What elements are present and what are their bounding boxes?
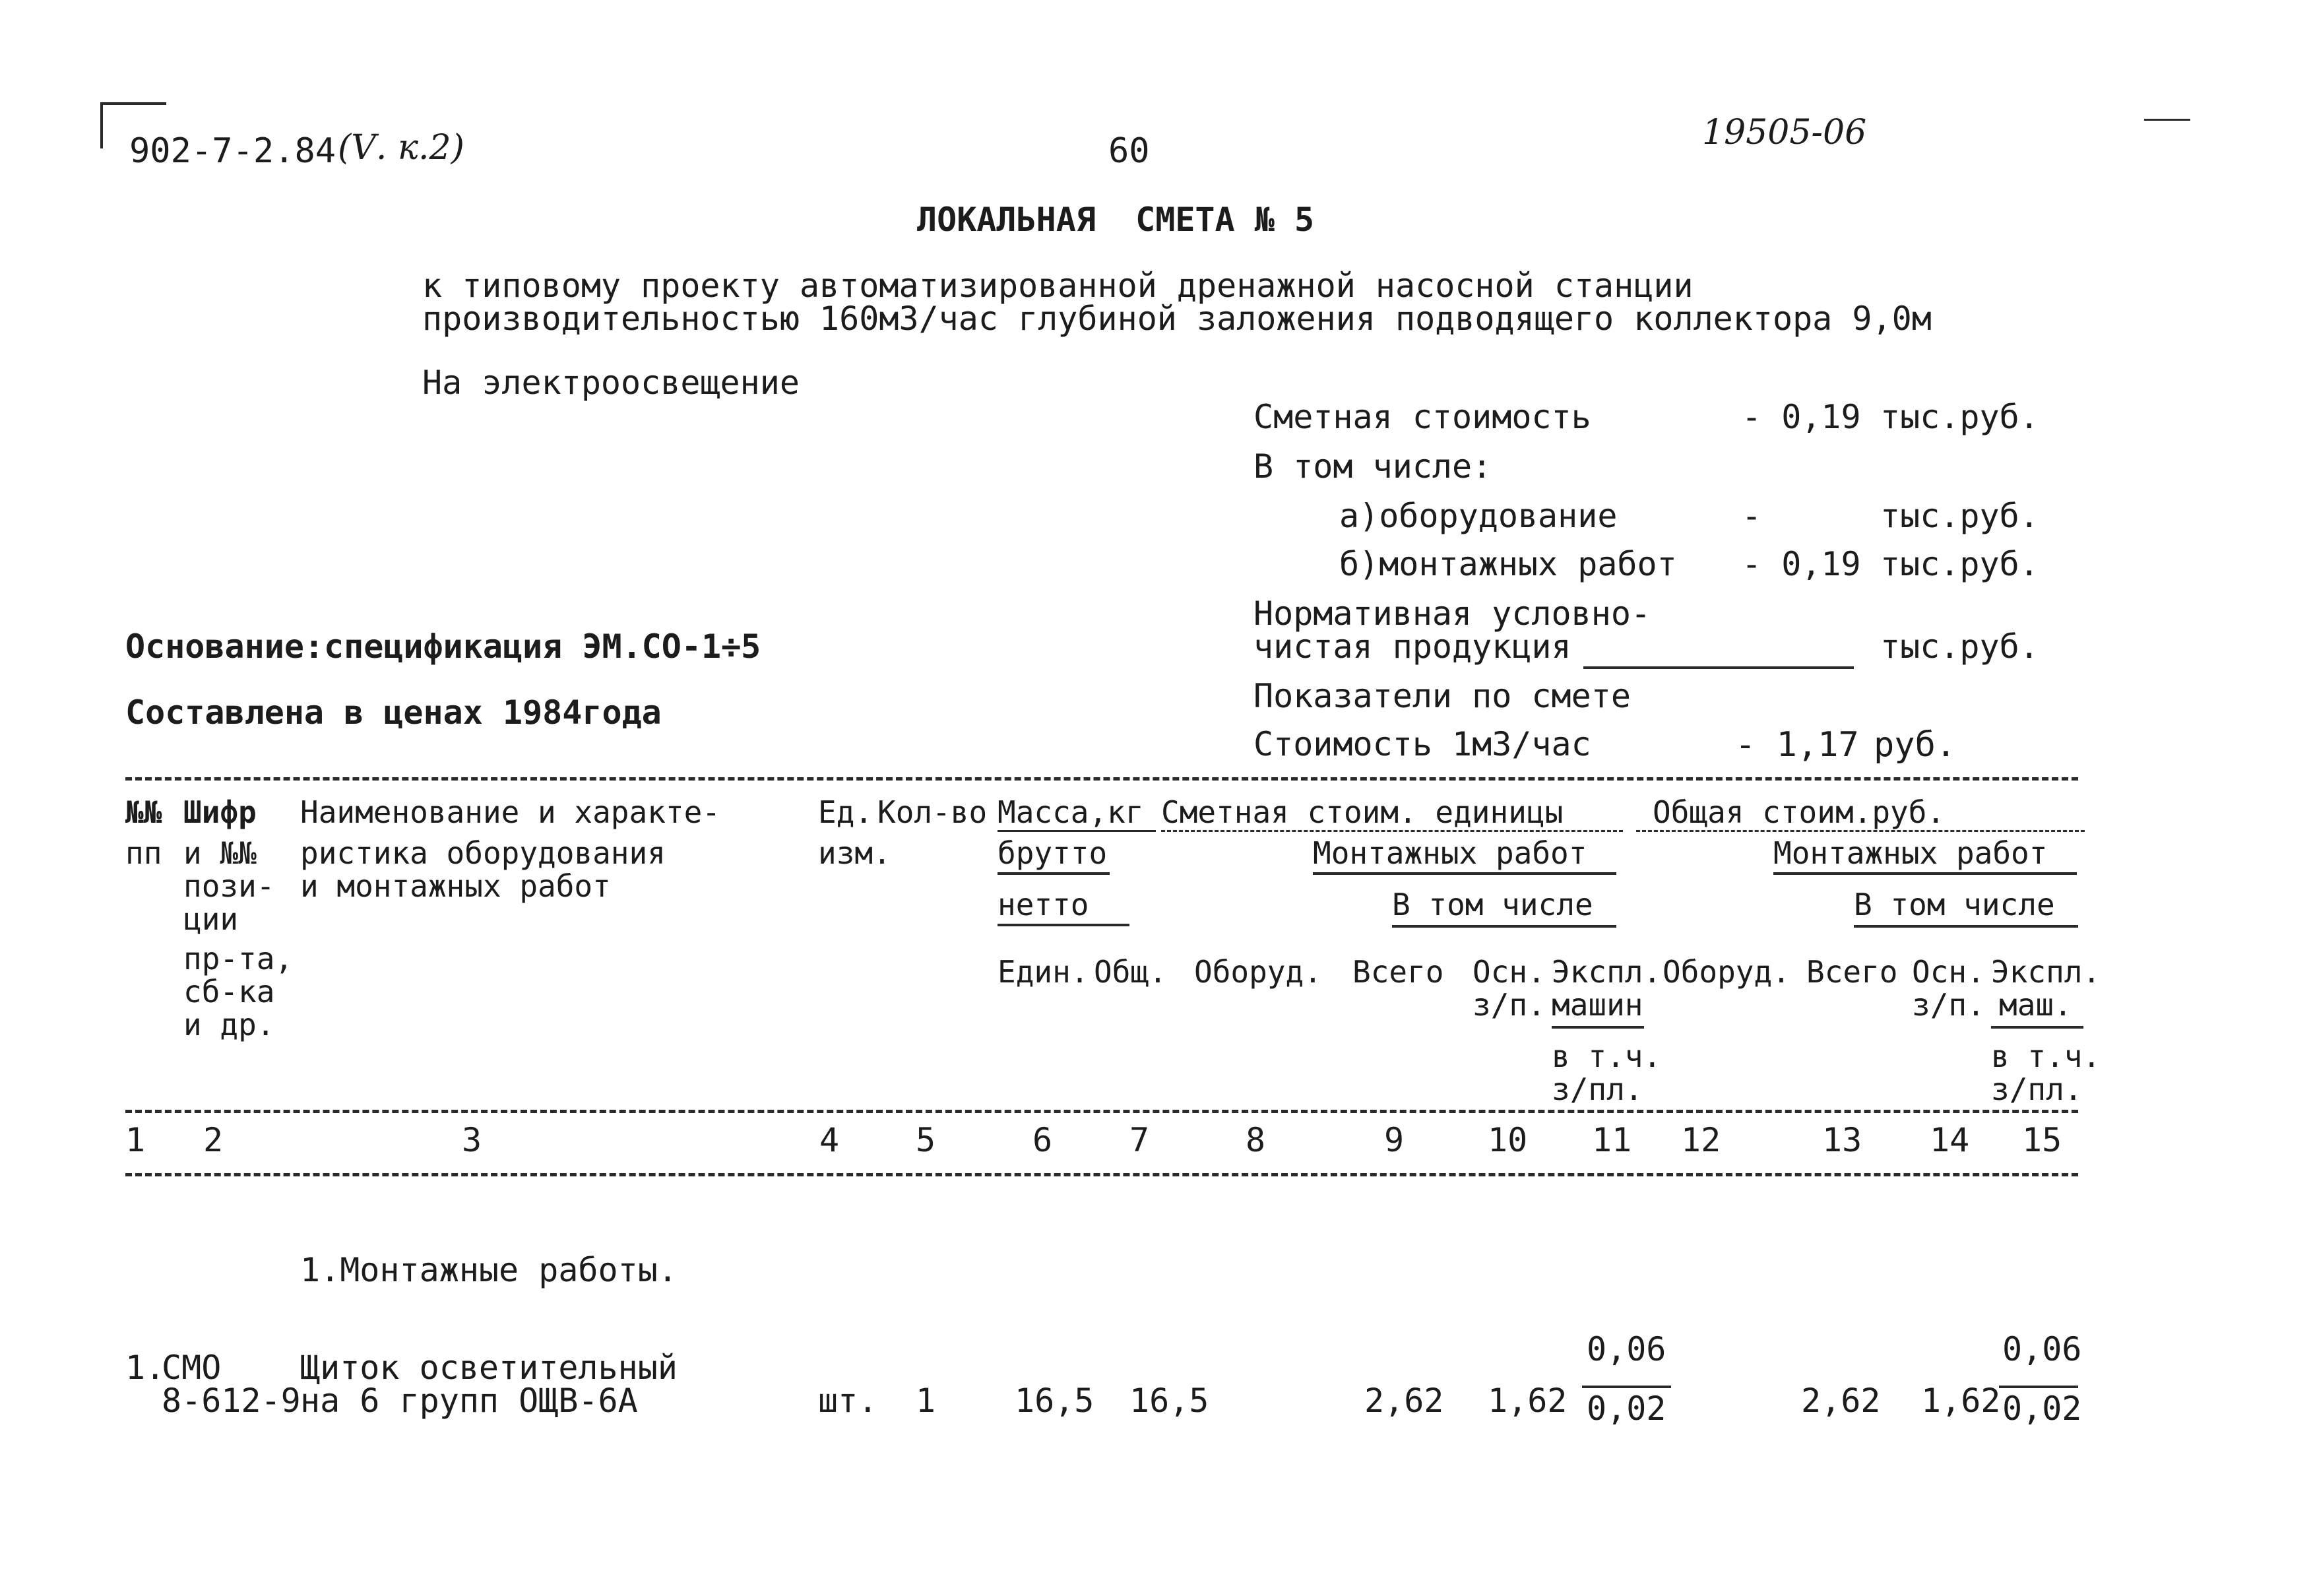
row-unit-machine-fraction-bar xyxy=(1582,1386,1671,1388)
equipment-value: - xyxy=(1742,497,1762,535)
estimated-cost-label: Сметная стоимость xyxy=(1253,398,1591,436)
row-sum-machine-wages: 0,02 xyxy=(2002,1389,2082,1428)
row-name-2: на 6 групп ОЩВ-6А xyxy=(300,1382,638,1420)
row-unit-machine: 0,06 xyxy=(1587,1330,1666,1368)
normative-unit: тыс.руб. xyxy=(1880,627,2039,666)
row-unit-total: 2,62 xyxy=(1364,1382,1444,1420)
row-unit-machine-wages: 0,02 xyxy=(1587,1389,1666,1428)
cost-per-unit-label: Стоимость 1м3/час xyxy=(1253,725,1591,763)
document-title: ЛОКАЛЬНАЯ СМЕТА № 5 xyxy=(917,201,1315,239)
row-code-1: СМО xyxy=(162,1349,222,1387)
row-number: 1. xyxy=(125,1349,166,1387)
row-qty: 1 xyxy=(916,1382,936,1420)
cost-per-unit-value: - 1,17 xyxy=(1735,725,1859,765)
normative-label-1: Нормативная условно- xyxy=(1253,594,1651,633)
prices-year: Составлена в ценах 1984года xyxy=(125,693,662,732)
row-code-2: 8-612-9 xyxy=(162,1382,301,1420)
row-sum-machine-fraction-bar xyxy=(1999,1386,2078,1388)
normative-blank-line xyxy=(1583,666,1854,669)
estimated-cost-unit: тыс.руб. xyxy=(1880,398,2039,436)
cost-per-unit-unit: руб. xyxy=(1874,725,1957,765)
row-sum-total: 2,62 xyxy=(1801,1382,1881,1420)
row-sum-machine: 0,06 xyxy=(2002,1330,2082,1368)
including-label: В том числе: xyxy=(1253,447,1492,486)
subtitle-line-2: производительностью 160м3/час глубиной заложения подводящего коллектора 9,0м xyxy=(422,300,1932,338)
estimated-cost-value: - 0,19 xyxy=(1742,398,1861,436)
header-bottom-rule xyxy=(125,1110,2078,1113)
archive-number: 19505-06 xyxy=(1702,113,1867,152)
page-number: 60 xyxy=(1108,131,1150,171)
subtitle-line-1: к типовому проекту автоматизированной дренажной насосной станции xyxy=(422,267,1694,305)
basis: Основание:спецификация ЭМ.СО-1÷5 xyxy=(125,627,761,666)
indicators-label: Показатели по смете xyxy=(1253,677,1631,715)
row-unit: шт. xyxy=(818,1382,878,1420)
equipment-unit: тыс.руб. xyxy=(1880,497,2039,535)
installation-value: - 0,19 xyxy=(1742,545,1861,583)
header-col-5: Кол-во xyxy=(877,794,988,830)
normative-label-2: чистая продукция xyxy=(1253,627,1571,666)
equipment-label: а)оборудование xyxy=(1339,497,1618,535)
row-unit-wages: 1,62 xyxy=(1488,1382,1568,1420)
installation-label: б)монтажных работ xyxy=(1339,545,1677,583)
purpose: На электроосвещение xyxy=(422,364,800,402)
row-mass-unit: 16,5 xyxy=(1015,1382,1094,1420)
corner-scratch xyxy=(2144,119,2190,121)
doc-code-handwritten: (Ⅴ. к.2) xyxy=(338,128,464,168)
section-title: 1.Монтажные работы. xyxy=(300,1251,678,1289)
doc-code: 902-7-2.84 xyxy=(129,131,336,171)
row-sum-wages: 1,62 xyxy=(1921,1382,2001,1420)
numbers-bottom-rule xyxy=(125,1173,2078,1176)
installation-unit: тыс.руб. xyxy=(1880,545,2039,583)
row-mass-total: 16,5 xyxy=(1129,1382,1209,1420)
table-top-rule xyxy=(125,777,2078,781)
row-name-1: Щиток осветительный xyxy=(300,1349,678,1387)
